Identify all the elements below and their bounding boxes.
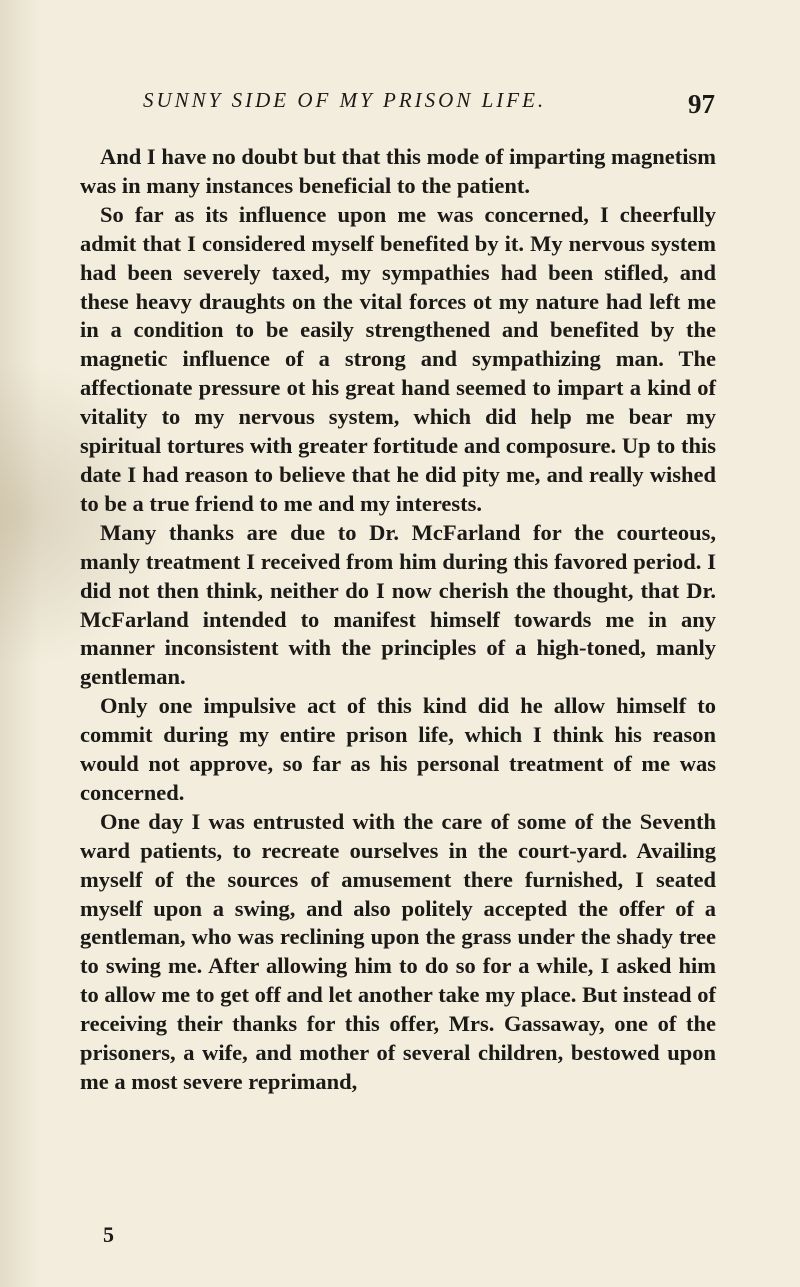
paragraph: Only one impulsive act of this kind did he allow himself to commit during my entire prison life, which I think his reason would not approve, so far as his personal treatment of me was concerned. xyxy=(80,693,716,805)
signature-mark: 5 xyxy=(103,1222,114,1247)
paragraph: One day I was entrusted with the care of some of the Seventh ward patients, to recreate ourselves in the court-yard. Availing myself of the sources of amusement there furnished, I seated myself upon a swing, and also politely accepted the offer of a gentleman, who was reclining upon the grass under the shady tree to swing me. After allowing him to do so for a while, I asked him to allow me to get off and let another take my place. But instead of receiving their thanks for this offer, Mrs. Gassaway, one of the prisoners, a wife, and mother of several children, bestowed upon me a most severe reprimand, xyxy=(80,808,716,1094)
paragraph: So far as its influence upon me was concerned, I cheerfully admit that I considered myself benefited by it. My nervous system had been severely taxed, my sympathies had been stifled, and these heavy draughts on the vital forces ot my nature had left me in a condition to be easily strengthened and benefited by the magnetic influence of a strong and sympathizing man. The affectionate pressure ot his great hand seemed to impart a kind of vitality to my nervous system, which did help me bear my spiritual tortures with greater fortitude and composure. Up to this date I had reason to believe that he did pity me, and really wished to be a true friend to me and my interests. xyxy=(80,201,716,516)
paragraph: Many thanks are due to Dr. McFarland for the courteous, manly treatment I received from him during this favored period. I did not then think, neither do I now cherish the thought, that Dr. McFarland intended to manifest himself towards me in any manner inconsistent with the principles of a high-toned, manly gentleman. xyxy=(80,519,716,690)
page-body xyxy=(80,143,716,1097)
paragraph: And I have no doubt but that this mode of imparting magnetism was in many instances beneficial to the patient. xyxy=(80,144,716,198)
running-title: SUNNY SIDE OF MY PRISON LIFE. xyxy=(143,88,547,112)
page-number: 97 xyxy=(688,89,715,119)
